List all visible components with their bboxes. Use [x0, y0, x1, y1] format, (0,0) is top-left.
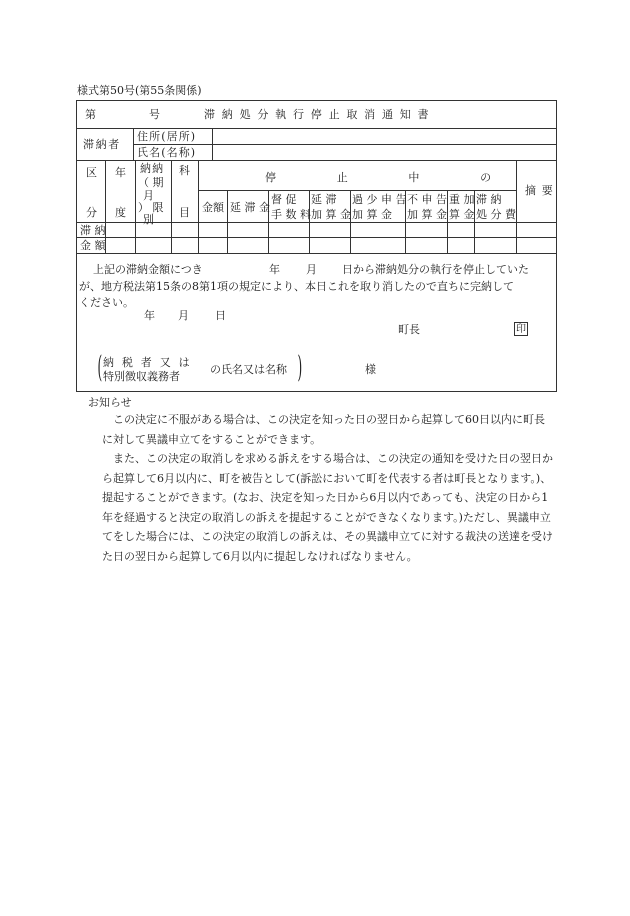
amount-label-bottom: 金 額 — [80, 239, 106, 252]
statement-line1: 上記の滞納金額につき — [93, 263, 203, 276]
sub-fushinkoku-1: 不 申 告 — [407, 193, 447, 206]
notice-form — [76, 100, 557, 392]
row-divider — [198, 190, 516, 191]
col-kamoku-top: 科 — [179, 164, 190, 177]
col-divider — [227, 190, 228, 253]
notice-paragraph: この決定に不服がある場合は、この決定を知った日の翌日から起算して60日以内に町長に対して異議申立てをすることができます。 — [102, 413, 545, 446]
right-brace: ) — [297, 350, 303, 385]
addressee-line2: 特別徴収義務者 — [103, 370, 180, 383]
col-divider — [171, 160, 172, 253]
date-month: 月 — [178, 309, 189, 322]
sub-shobunhi-2: 処 分 費 — [476, 208, 516, 221]
addressee-line1: 納 税 者 又 は — [103, 356, 192, 369]
col-divider — [198, 160, 199, 253]
amount-label-top: 滞 納 — [80, 224, 106, 237]
col-divider — [133, 128, 134, 160]
address-label: 住所(居所) — [137, 130, 197, 143]
col-divider — [447, 190, 448, 253]
statement-month: 月 — [306, 263, 317, 276]
sub-kasho-2: 加 算 金 — [352, 208, 392, 221]
col-divider — [212, 128, 213, 160]
col-kamoku-bottom: 目 — [179, 206, 190, 219]
statement-line1-end: 日から滞納処分の執行を停止していた — [342, 263, 529, 276]
sub-jukasan-1: 重 加 — [449, 193, 475, 206]
row-divider — [77, 160, 556, 161]
sub-kingaku: 金額 — [202, 201, 224, 214]
row-divider — [77, 128, 556, 129]
seal-mark: 印 — [516, 324, 526, 335]
row-divider — [133, 144, 556, 145]
number-label-first: 第 — [85, 108, 96, 121]
sub-kasho-1: 過 少 申 告 — [352, 193, 407, 206]
sub-tokusoku-1: 督 促 — [271, 193, 297, 206]
col-nouki-3: 月 — [143, 189, 154, 202]
sub-entai-kasan-2: 加 算 金 — [311, 208, 351, 221]
honorific: 様 — [365, 363, 376, 376]
col-nendo-bottom: 度 — [115, 206, 126, 219]
col-nouki-2: （ 期 — [138, 176, 164, 189]
statement-line3: ください。 — [79, 296, 134, 309]
document-title: 滞 納 処 分 執 行 停 止 取 消 通 知 書 — [204, 108, 431, 121]
sub-shobunhi-1: 滞 納 — [476, 193, 502, 206]
name-label: 氏名(名称) — [137, 146, 197, 159]
col-nouki-5: 別 — [143, 213, 154, 226]
statement-year: 年 — [269, 263, 280, 276]
group-header: 停 止 中 の — [265, 171, 520, 184]
col-nouki-4: ） 限 — [138, 201, 164, 214]
issuer: 町長 — [398, 323, 420, 336]
col-divider — [309, 190, 310, 253]
date-year: 年 — [144, 309, 155, 322]
sub-jukasan-2: 算 金 — [449, 208, 475, 221]
col-nendo-top: 年 — [115, 166, 126, 179]
sub-entaikin: 延 滞 金 — [230, 201, 270, 214]
col-nouki-1: 納納 — [140, 162, 165, 175]
left-brace: ( — [97, 350, 103, 385]
row-divider — [77, 253, 556, 254]
addressee-suffix: の氏名又は名称 — [210, 363, 287, 376]
row-divider — [77, 237, 556, 238]
notice-title: お知らせ — [88, 396, 132, 409]
sub-tokusoku-2: 手 数 料 — [271, 208, 311, 221]
col-divider — [135, 160, 136, 253]
col-kubun-top: 区 — [86, 166, 97, 179]
col-remarks: 摘 要 — [525, 184, 554, 197]
sub-entai-kasan-1: 延 滞 — [311, 193, 337, 206]
col-divider — [268, 190, 269, 253]
date-day: 日 — [215, 309, 226, 322]
taxpayer-label: 滞納者 — [83, 138, 121, 151]
notice-paragraph: また、この決定の取消しを求める訴えをする場合は、この決定の通知を受けた日の翌日から起算して6月以内に、町を被告として(訴訟において町を代表する者は町長となります。)、提起することができます。(なお、決定を知った日から6月以内であっても、決定の日から1年を経過すると決定の取消しの訴えを提起することができなくなります。)ただし、異議申立てをした場合には、この決定の取消しの訴えは、その異議申立てに対する裁決の送達を受けた日の翌日から起算して6月以内に提起しなければなりません。 — [102, 452, 553, 563]
form-number: 様式第50号(第55条関係) — [77, 84, 202, 97]
col-kubun-bottom: 分 — [86, 206, 97, 219]
sub-fushinkoku-2: 加 算 金 — [407, 208, 447, 221]
statement-line2: が、地方税法第15条の8第1項の規定により、本日これを取り消したので直ちに完納して — [79, 280, 514, 293]
col-divider — [350, 190, 351, 253]
number-label-second: 号 — [149, 108, 160, 121]
notice-body — [102, 410, 554, 566]
